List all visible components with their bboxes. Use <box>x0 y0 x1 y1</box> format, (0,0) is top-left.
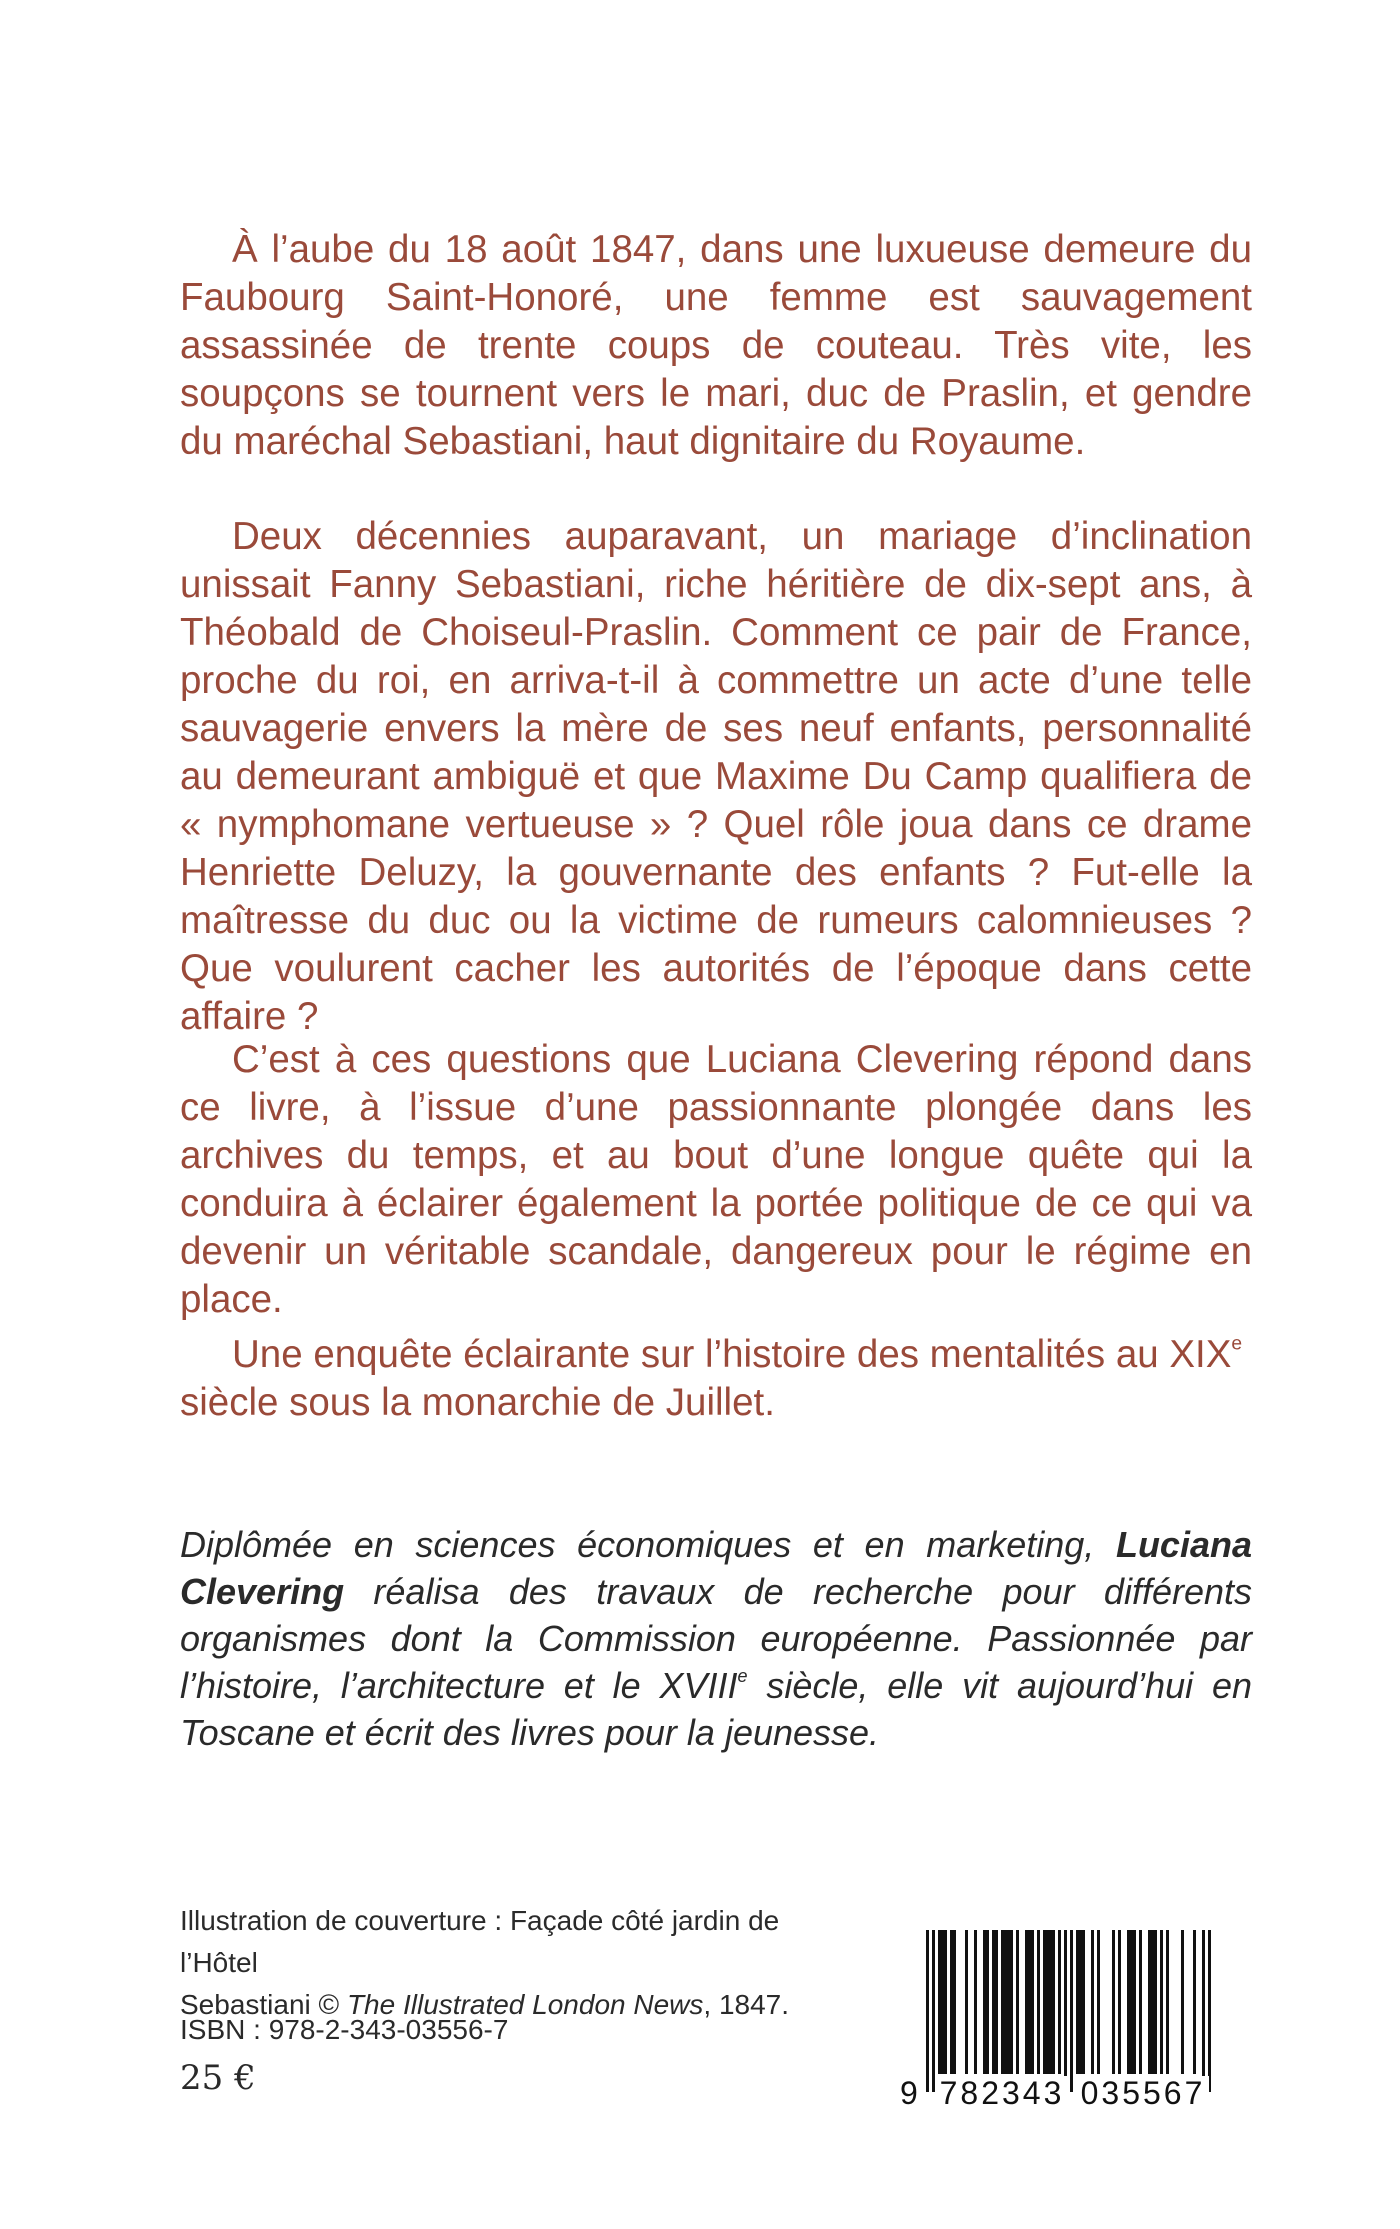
barcode-bar <box>1058 1930 1061 2074</box>
barcode-bar <box>1112 1930 1115 2074</box>
author-name: Luciana Clevering <box>180 1524 1252 1612</box>
author-bio-intro: Diplômée en sciences économiques et en marketing, <box>180 1524 1116 1565</box>
barcode-bar <box>1139 1930 1142 2074</box>
barcode-bar <box>1127 1930 1136 2074</box>
blurb-paragraph-3-text: C’est à ces questions que Luciana Clevering répond dans ce livre, à l’issue d’une passionnante plongée dans les archives du temps, et au bout d’une longue quête qui la conduira à éclairer également la portée politique de ce qui va devenir un véritable scandale, dangereux pour le régime en place. <box>180 1038 1252 1321</box>
barcode-bar <box>1148 1930 1157 2074</box>
barcode <box>896 1930 1236 2110</box>
barcode-bar <box>1037 1930 1040 2074</box>
barcode-guard-bar <box>1202 1930 1205 2092</box>
barcode-bar <box>1181 1930 1184 2074</box>
isbn: ISBN : 978-2-343-03556-7 <box>180 2014 509 2045</box>
credits-line-2-suffix: , 1847. <box>703 1989 790 2020</box>
barcode-bar <box>965 1930 968 2074</box>
credits-source: The Illustrated London News <box>346 1989 704 2020</box>
blurb-paragraph-4-text-a: Une enquête éclairante sur l’histoire des mentalités au XIX <box>232 1333 1232 1376</box>
barcode-bar <box>938 1930 947 2074</box>
barcode-guard-bar <box>1064 1930 1067 2092</box>
blurb-paragraph-4 <box>180 1331 1252 1427</box>
barcode-guard-bar <box>1208 1930 1211 2092</box>
illustration-credits <box>180 1900 830 2026</box>
barcode-bar <box>1118 1930 1121 2074</box>
barcode-bar <box>1025 1930 1034 2074</box>
barcode-bars <box>926 1930 1226 2096</box>
barcode-guard-bar <box>926 1930 929 2092</box>
blurb-paragraph-1 <box>180 226 1252 466</box>
blurb-paragraph-2 <box>180 513 1252 1041</box>
blurb-paragraph-4-superscript: e <box>1231 1333 1243 1355</box>
author-bio <box>180 1521 1252 1756</box>
credits-line-2-prefix: Sebastiani © <box>180 1989 347 2020</box>
author-bio-end: siècle, elle vit aujourd’hui en Toscane et écrit des livres pour la jeunesse. <box>180 1665 1252 1753</box>
barcode-bar <box>1001 1930 1013 2074</box>
blurb-paragraph-2-text: Deux décennies auparavant, un mariage d’inclination unissait Fanny Sebastiani, riche héritière de dix-sept ans, à Théobald de Choiseul-Praslin. Comment ce pair de France, proche du roi, en arriva-t-il à commettre un acte d’une telle sauvagerie envers la mère de ses neuf enfants, personnalité au demeurant ambiguë et que Maxime Du Camp qualifiera de « nymphomane vertueuse » ? Quel rôle joua dans ce drame Henriette Deluzy, la gouvernante des enfants ? Fut-elle la maîtresse du duc ou la victime de rumeurs calomnieuses ? Que voulurent cacher les autorités de l’époque dans cette affaire ? <box>180 515 1252 1038</box>
credits-line-1: Illustration de couverture : Façade côté jardin de l’Hôtel <box>180 1905 780 1978</box>
barcode-bar <box>1193 1930 1196 2074</box>
barcode-bar <box>1097 1930 1100 2074</box>
barcode-bar <box>1091 1930 1094 2074</box>
barcode-bar <box>992 1930 998 2074</box>
barcode-bar <box>950 1930 956 2074</box>
barcode-bar <box>983 1930 989 2074</box>
barcode-bar <box>974 1930 977 2074</box>
price: 25 € <box>180 2058 256 2098</box>
barcode-left-group: 782343 <box>936 2076 1068 2110</box>
barcode-right-group: 035567 <box>1077 2076 1209 2110</box>
barcode-bar <box>1016 1930 1019 2074</box>
barcode-bar <box>1076 1930 1085 2074</box>
barcode-bar <box>1043 1930 1055 2074</box>
barcode-guard-bar <box>1070 1930 1073 2092</box>
blurb-paragraph-3 <box>180 1036 1252 1324</box>
barcode-guard-bar <box>932 1930 935 2092</box>
barcode-digits <box>896 2076 1236 2110</box>
barcode-first-digit: 9 <box>900 2075 918 2111</box>
barcode-bar <box>1160 1930 1163 2074</box>
barcode-bar <box>1166 1930 1169 2074</box>
author-bio-superscript: e <box>737 1665 748 1686</box>
blurb-paragraph-4-text-b: siècle sous la monarchie de Juillet. <box>180 1381 775 1424</box>
blurb-paragraph-1-text: À l’aube du 18 août 1847, dans une luxueuse demeure du Faubourg Saint-Honoré, une femme est sauvagement assassinée de trente coups de couteau. Très vite, les soupçons se tournent vers le mari, duc de Praslin, et gendre du maréchal Sebastiani, haut dignitaire du Royaume. <box>180 228 1252 463</box>
author-bio-middle: réalisa des travaux de recherche pour différents organismes dont la Commission européenne. Passionnée par l’histoire, l’architecture et le XVIII <box>180 1571 1252 1706</box>
